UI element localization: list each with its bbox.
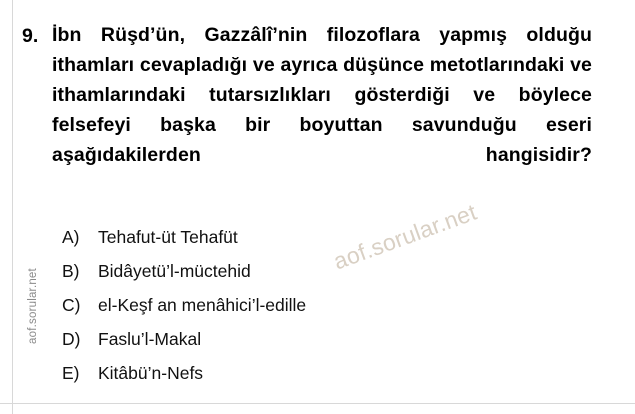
option-e-text: Kitâbü’n-Nefs [98, 363, 204, 383]
option-d-letter: D) [62, 329, 81, 349]
option-c-letter: C) [62, 295, 81, 315]
option-c[interactable] [62, 288, 602, 322]
option-b-text: Bidâyetü’l-müctehid [98, 261, 251, 281]
option-c-text: el-Keşf an menâhici’l-edille [98, 295, 307, 315]
option-e-letter: E) [62, 363, 80, 383]
option-b-letter: B) [62, 261, 80, 281]
bottom-margin-rule [0, 403, 635, 404]
option-a[interactable] [62, 220, 602, 254]
question-number: 9. [22, 25, 39, 47]
option-d[interactable] [62, 322, 602, 356]
question-text: İbn Rüşd’ün, Gazzâlî’nin filozoflara yapmış olduğu ithamları cevapladığı ve ayrıca düşünce metotlarındaki ve ithamlarındaki tutarsızlıkları gösterdiği ve böylece felsefeyi başka bir boyuttan savunduğu eseri aşağıdakilerden hangisidir? [52, 24, 592, 166]
diagonal-watermark: aof.sorular.net [330, 198, 481, 275]
option-a-text: Tehafut-üt Tehafüt [98, 227, 238, 247]
options-list [62, 220, 602, 390]
left-margin-rule [12, 0, 13, 414]
option-e[interactable] [62, 356, 602, 390]
option-b[interactable] [62, 254, 602, 288]
question-block [22, 20, 612, 200]
option-d-text: Faslu’l-Makal [98, 329, 202, 349]
side-watermark: aof.sorular.net [27, 268, 39, 344]
option-a-letter: A) [62, 227, 80, 247]
